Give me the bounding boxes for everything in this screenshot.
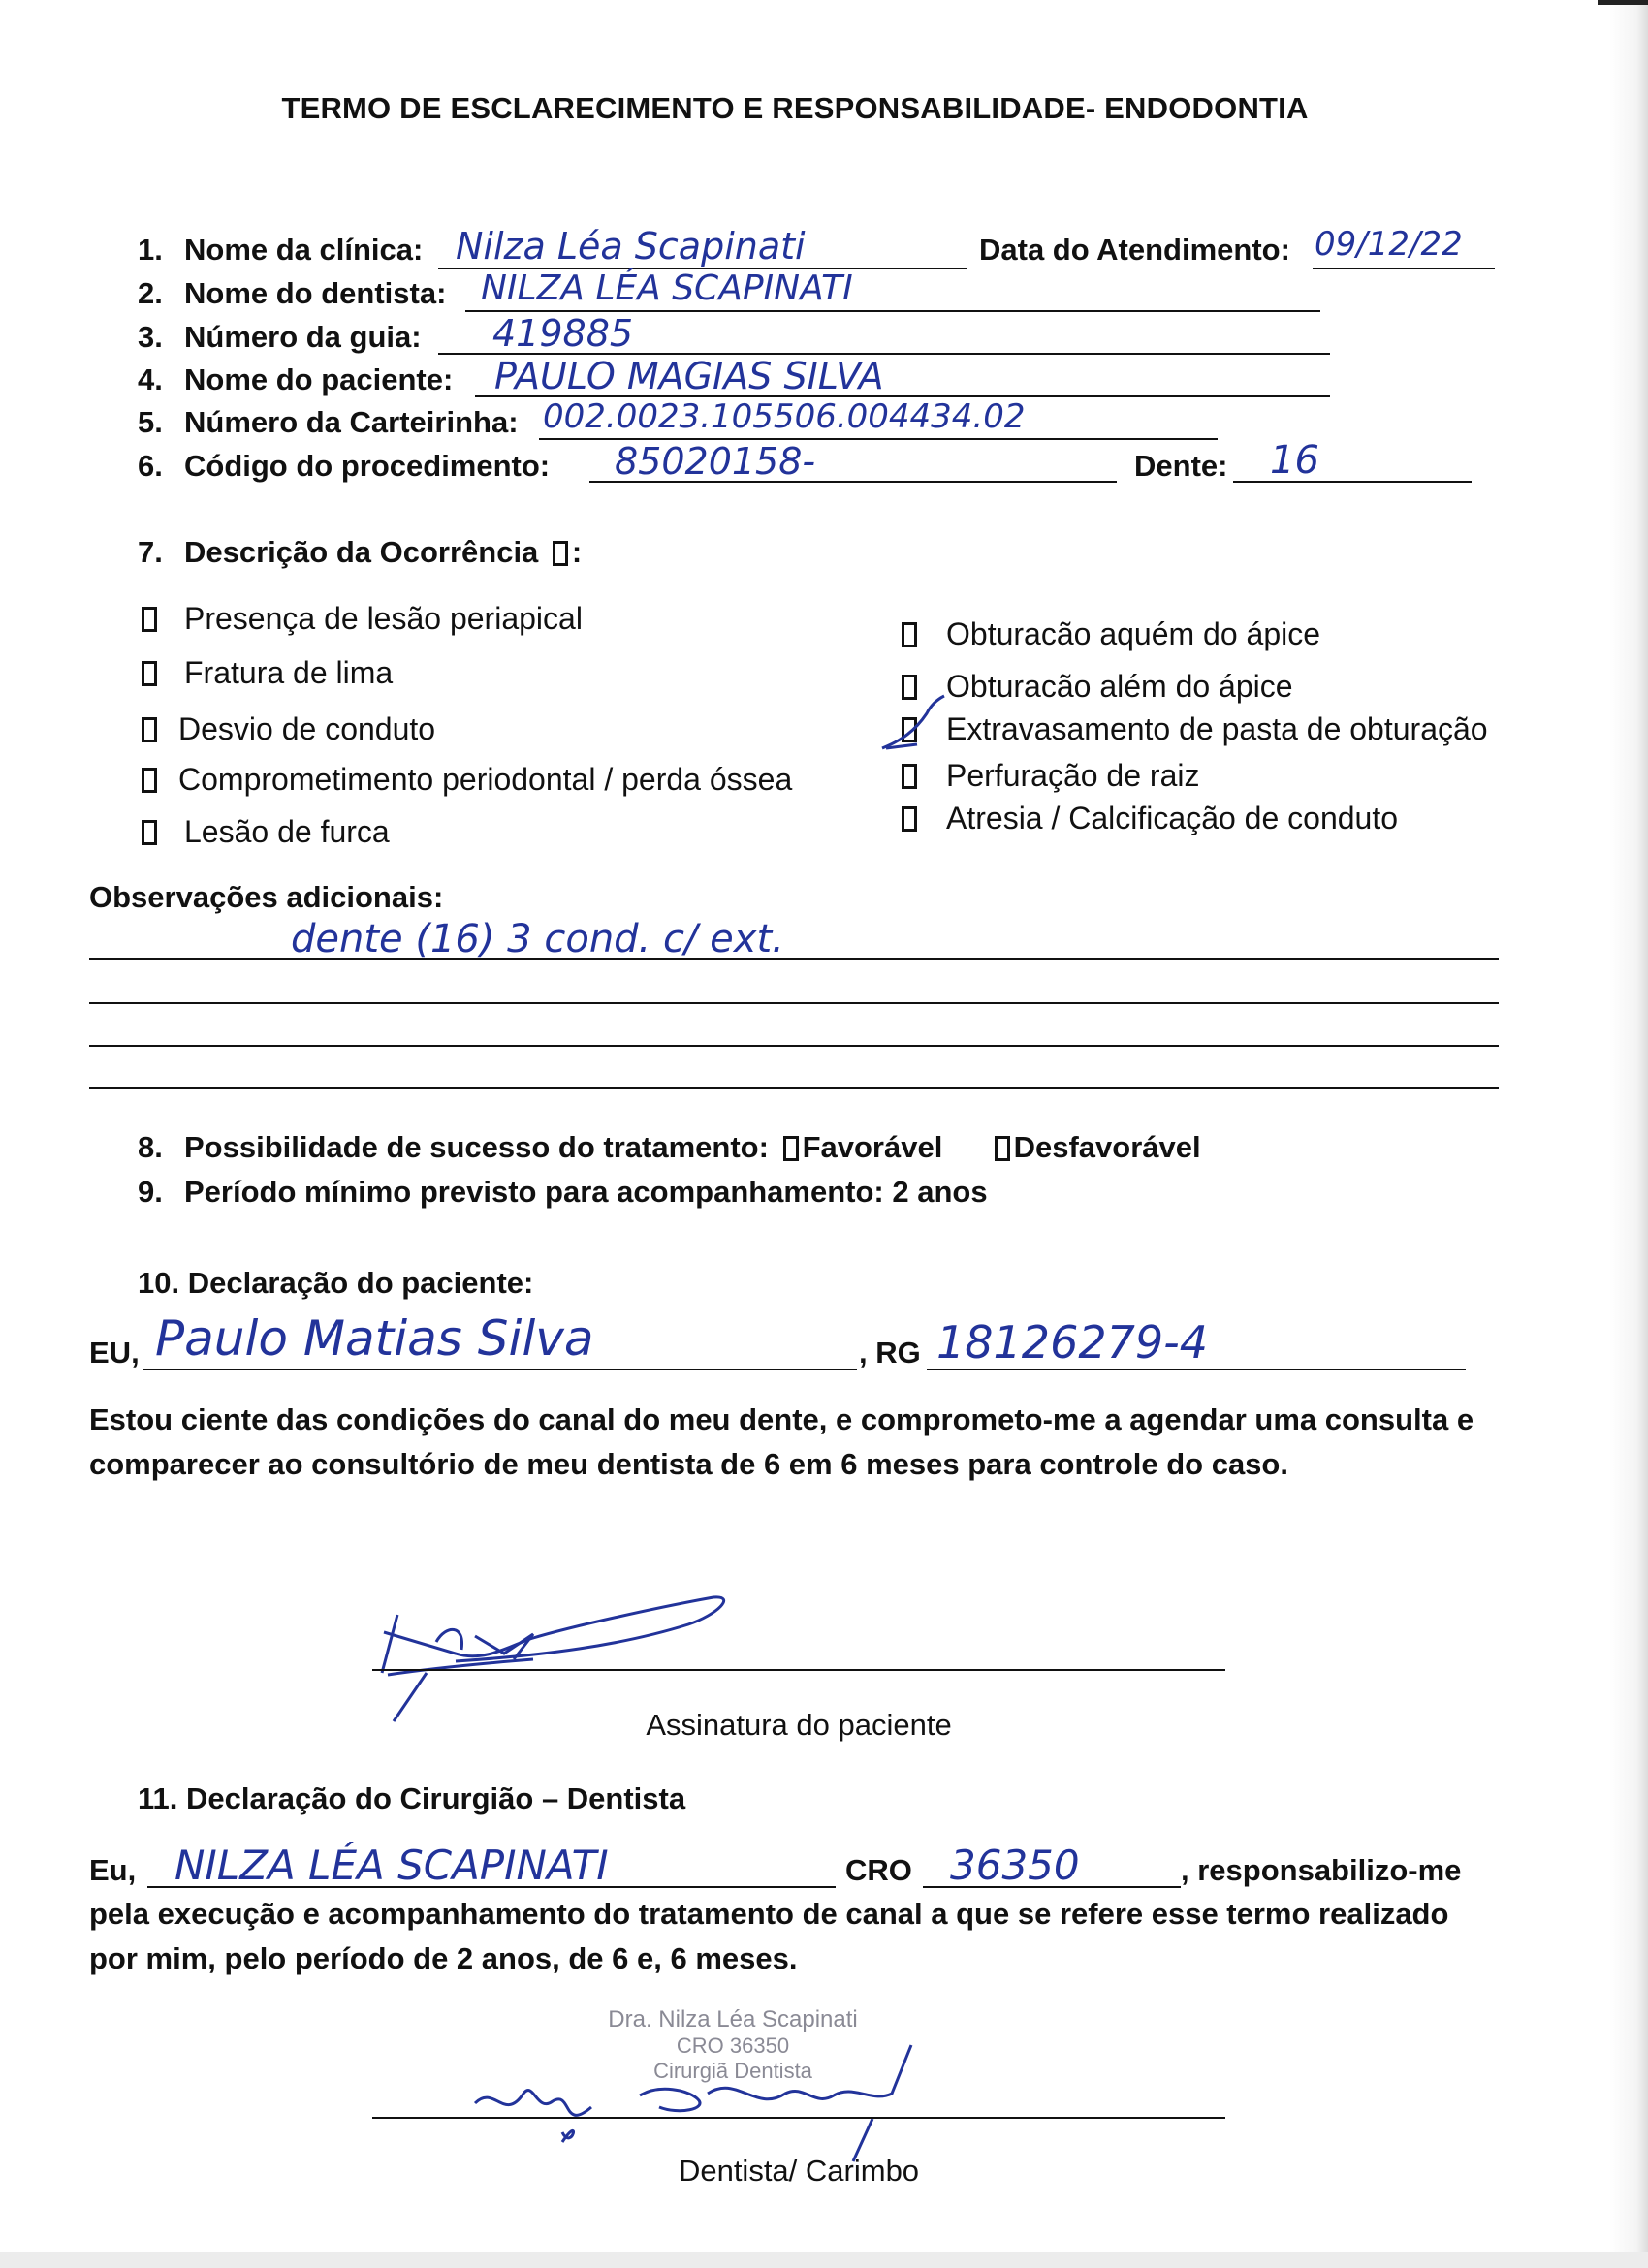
tooth-value[interactable]: 16 (1270, 438, 1319, 483)
checkbox[interactable] (902, 622, 917, 647)
dentist-name-decl-value[interactable]: NILZA LÉA SCAPINATI (174, 1842, 609, 1889)
occurrence-checkbox[interactable] (553, 541, 568, 566)
observations-value[interactable]: dente (16) 3 cond. c/ ext. (291, 917, 784, 961)
option-root-perforation[interactable]: Perfuração de raiz (902, 758, 1199, 794)
checkbox[interactable] (142, 717, 157, 742)
field-tooth: Dente: (1134, 449, 1228, 483)
dentist-signature-line (372, 2117, 1225, 2119)
dentist-eu-label: Eu, (89, 1853, 137, 1887)
success-possibility: 8. Possibilidade de sucesso do tratamento: Favorável Desfavorável (138, 1130, 1201, 1164)
checkbox[interactable] (142, 820, 157, 845)
scan-right-edge (1609, 0, 1648, 2268)
option-paste-extravasation[interactable]: Extravasamento de pasta de obturação (902, 711, 1488, 747)
dentist-declaration-heading: 11. Declaração do Cirurgião – Dentista (138, 1781, 686, 1815)
patient-declaration-heading: 10. Declaração do paciente: (138, 1266, 534, 1300)
document-title: TERMO DE ESCLARECIMENTO E RESPONSABILIDADE- ENDODONTIA (281, 91, 1309, 125)
option-file-fracture[interactable]: Fratura de lima (142, 655, 393, 691)
option-short-filling[interactable]: Obturacão aquém do ápice (902, 616, 1320, 652)
occurrence-heading: 7. Descrição da Ocorrência : (138, 535, 583, 569)
service-date-line (1313, 268, 1495, 269)
dentist-cro-value[interactable]: 36350 (950, 1842, 1080, 1889)
field-patient-name: 4. Nome do paciente: (138, 362, 454, 396)
field-card-number: 5. Número da Carteirinha: (138, 405, 519, 439)
dentist-declaration-text: pela execução e acompanhamento do tratamento de canal a que se refere esse termo realizado por mim, pelo período de 2 anos, de 6 e, 6 meses. (89, 1897, 1449, 1975)
guide-number-value[interactable]: 419885 (492, 312, 634, 355)
option-periapical-lesion[interactable]: Presença de lesão periapical (142, 601, 583, 637)
patient-signature-line (372, 1669, 1225, 1671)
pen-checkmark (872, 694, 960, 762)
checkbox[interactable] (142, 661, 157, 686)
clinic-name-value[interactable]: Nilza Léa Scapinati (456, 225, 806, 268)
dentist-signature-caption: Dentista/ Carimbo (678, 2154, 920, 2188)
field-dentist-name: 2. Nome do dentista: (138, 276, 447, 310)
card-number-value[interactable]: 002.0023.105506.004434.02 (543, 397, 1026, 436)
favorable-checkbox[interactable] (783, 1136, 799, 1161)
dentist-cro-label: CRO (845, 1853, 912, 1887)
scan-corner-mark (1598, 0, 1648, 40)
patient-name-value[interactable]: PAULO MAGIAS SILVA (494, 355, 884, 397)
unfavorable-checkbox[interactable] (995, 1136, 1010, 1161)
dentist-signature (465, 2026, 989, 2161)
observations-line-3 (89, 1045, 1499, 1047)
observations-label: Observações adicionais: (89, 880, 444, 914)
checkbox[interactable] (902, 806, 917, 832)
patient-signature (368, 1586, 737, 1721)
service-date-value[interactable]: 09/12/22 (1315, 225, 1463, 264)
field-clinic-name: 1. Nome da clínica: (138, 233, 424, 267)
patient-rg-label: , RG (859, 1336, 921, 1370)
checkbox[interactable] (142, 768, 157, 793)
field-guide-number: 3. Número da guia: (138, 320, 422, 354)
patient-declaration-text: Estou ciente das condições do canal do meu dente, e comprometo-me a agendar uma consulta e comparecer ao consultório de meu dentista de 6 em 6 meses para controle do caso. (89, 1402, 1474, 1481)
patient-name-decl-value[interactable]: Paulo Matias Silva (155, 1310, 594, 1367)
dentist-stamp: Dra. Nilza Léa Scapinati CRO 36350 Cirurgiã Dentista (608, 2006, 858, 2083)
observations-line-4 (89, 1087, 1499, 1089)
patient-eu-label: EU, (89, 1336, 140, 1370)
checkbox[interactable] (142, 607, 157, 632)
dentist-name-value[interactable]: NILZA LÉA SCAPINATI (481, 268, 853, 308)
option-canal-calcification[interactable]: Atresia / Calcificação de conduto (902, 801, 1398, 836)
patient-rg-value[interactable]: 18126279-4 (936, 1316, 1208, 1369)
tooth-line (1233, 481, 1472, 483)
field-procedure-code: 6. Código do procedimento: (138, 449, 551, 483)
procedure-code-value[interactable]: 85020158- (615, 440, 816, 483)
option-furcation-lesion[interactable]: Lesão de furca (142, 814, 390, 850)
option-canal-deviation[interactable]: Desvio de conduto (142, 711, 435, 747)
scan-bottom-edge (0, 2252, 1648, 2268)
patient-name-decl-line (143, 1369, 857, 1370)
option-periodontal-compromise[interactable]: Comprometimento periodontal / perda óssea (142, 762, 792, 798)
followup-period: 9. Período mínimo previsto para acompanhamento: 2 anos (138, 1175, 988, 1209)
observations-line-2 (89, 1002, 1499, 1004)
field-service-date: Data do Atendimento: (979, 233, 1290, 267)
option-over-filling[interactable]: Obturacão além do ápice (902, 669, 1293, 705)
checkbox[interactable] (902, 764, 917, 789)
patient-signature-caption: Assinatura do paciente (646, 1708, 952, 1742)
patient-rg-line (927, 1369, 1466, 1370)
dentist-responsibility-text: , responsabilizo-me (1181, 1853, 1462, 1887)
